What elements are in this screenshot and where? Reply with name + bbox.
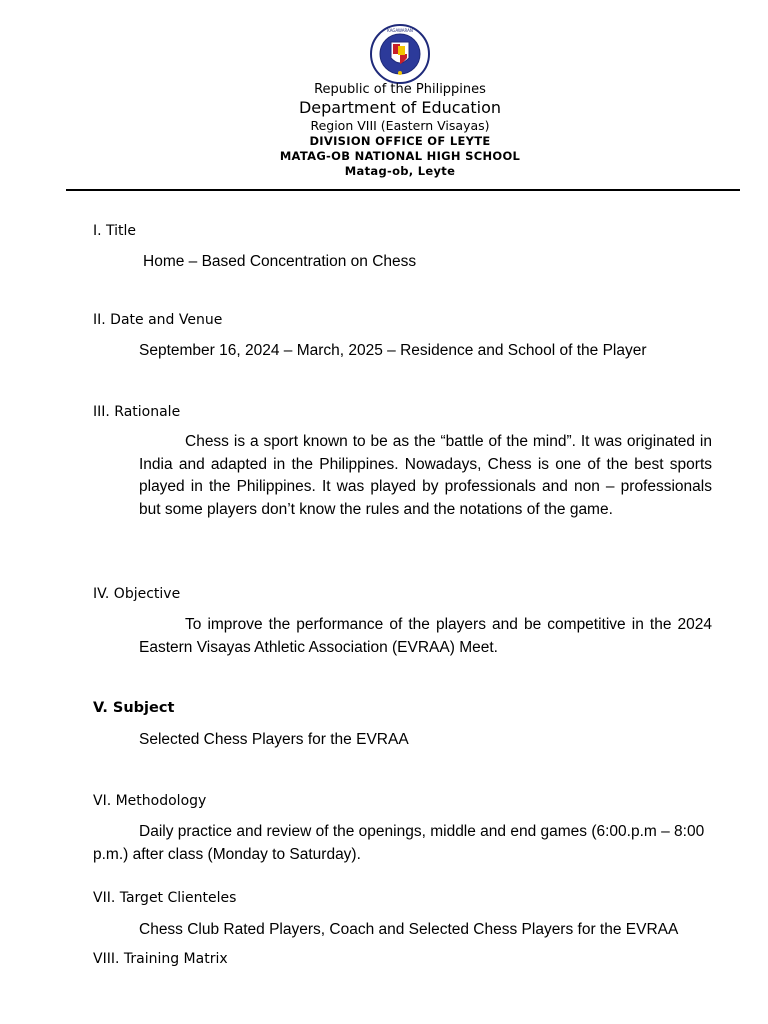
section-rationale-text: Chess is a sport known to be as the “battle of the mind”. It was originated in India and adapted in the Philippines. Nowadays, Chess is one of the best sports played in the Philippines. It was played by professionals and non – professionals but some players don’t know the rules and the notations of the game. <box>139 433 712 518</box>
svg-text:KAGAWARAN: KAGAWARAN <box>387 28 413 33</box>
header-department: Department of Education <box>298 98 502 117</box>
section-methodology-heading: VI. Methodology <box>93 793 207 809</box>
section-clienteles-text: Chess Club Rated Players, Coach and Selected Chess Players for the EVRAA <box>139 921 679 938</box>
section-subject-text: Selected Chess Players for the EVRAA <box>139 731 409 748</box>
section-date-venue-heading: II. Date and Venue <box>93 312 223 328</box>
header-republic: Republic of the Philippines <box>314 82 486 97</box>
section-title-text: Home – Based Concentration on Chess <box>143 253 417 270</box>
section-training-matrix-heading: VIII. Training Matrix <box>93 951 228 967</box>
header-region: Region VIII (Eastern Visayas) <box>310 118 490 133</box>
section-rationale-heading: III. Rationale <box>93 404 181 420</box>
header-place: Matag-ob, Leyte <box>344 164 456 178</box>
section-title-heading: I. Title <box>93 223 137 239</box>
header-division: DIVISION OFFICE OF LEYTE <box>309 134 491 148</box>
header-divider <box>66 189 740 191</box>
section-methodology-text: Daily practice and review of the openings, middle and end games (6:00.p.m – 8:00 p.m.) after class (Monday to Saturday). <box>93 823 705 863</box>
section-clienteles-heading: VII. Target Clienteles <box>93 890 237 906</box>
section-objective-heading: IV. Objective <box>93 586 181 602</box>
header-school: MATAG-OB NATIONAL HIGH SCHOOL <box>279 149 521 163</box>
section-date-venue-text: September 16, 2024 – March, 2025 – Residence and School of the Player <box>139 342 647 359</box>
section-objective-text: To improve the performance of the players and be competitive in the 2024 Eastern Visayas Athletic Association (EVRAA) Meet. <box>139 616 712 656</box>
deped-seal-logo <box>365 24 435 84</box>
section-subject-heading: V. Subject <box>93 700 175 716</box>
